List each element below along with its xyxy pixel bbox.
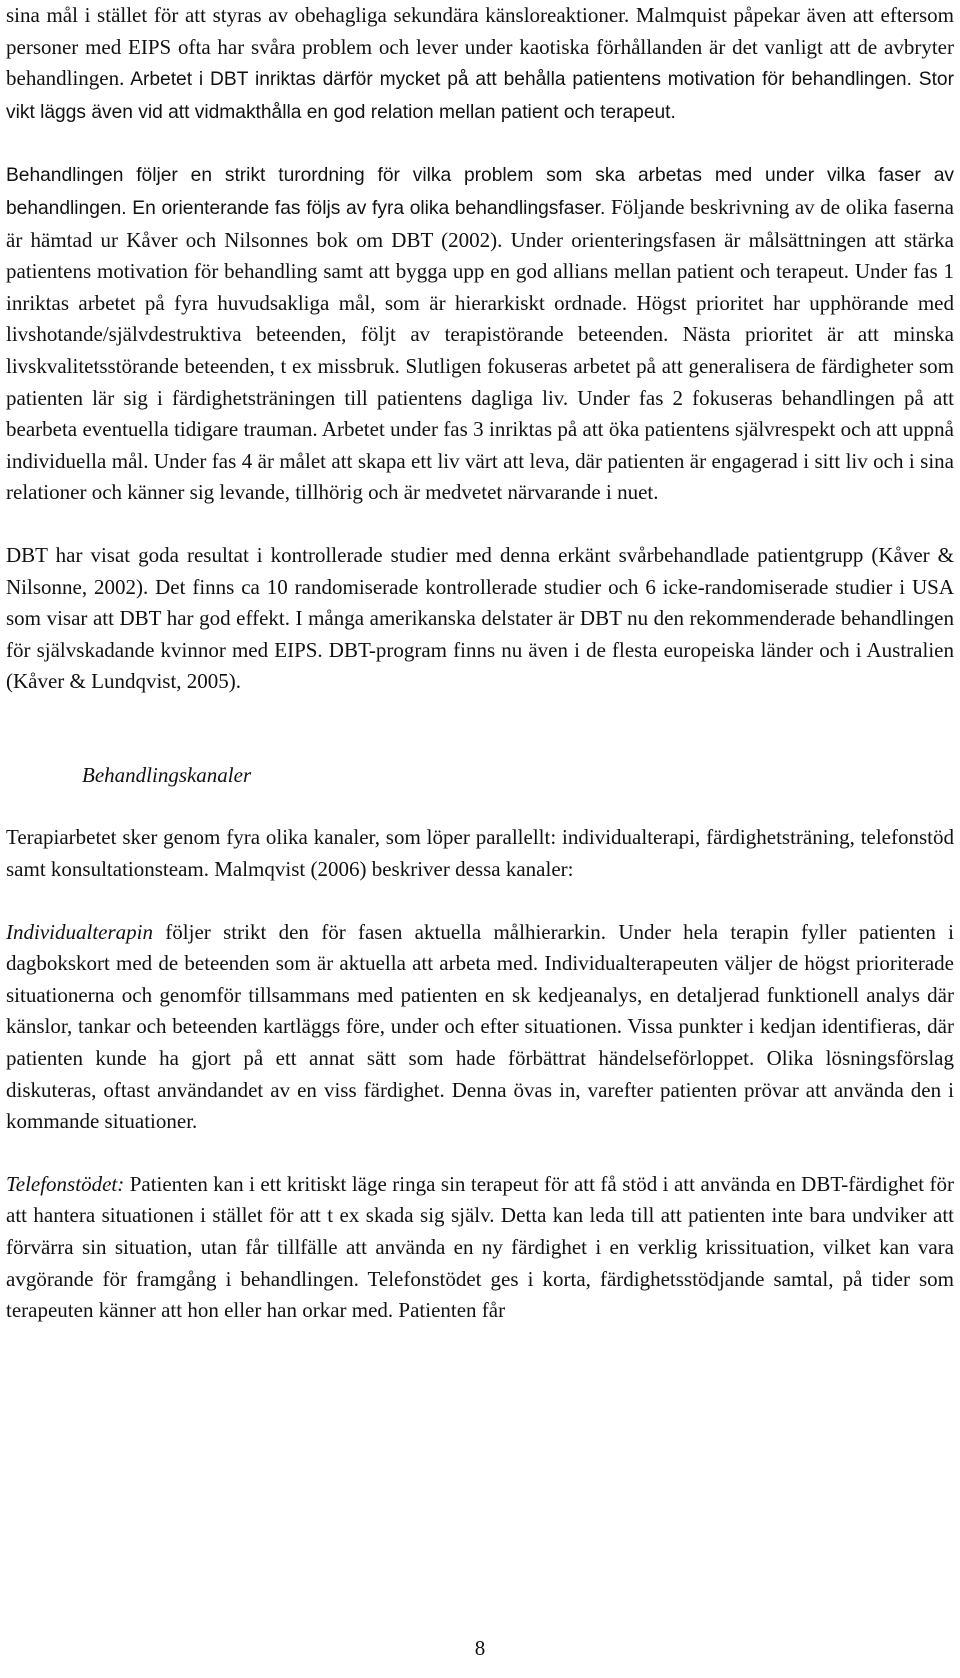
paragraph-gap	[6, 128, 954, 159]
paragraph-individual-therapy	[6, 917, 954, 1138]
paragraph-phases-text-sans: Behandlingen följer en strikt turordning för vilka problem som ska arbetas med under vilka faser av behandlingen. En orienterande fas följs av fyra olika behandlingsfaser.	[6, 165, 954, 219]
paragraph-gap	[6, 1138, 954, 1169]
page-number: 8	[474, 1636, 486, 1660]
individual-therapy-text: följer strikt den för fasen aktuella målhierarkin. Under hela terapin fyller patienten i dagbokskort med de beteenden som är aktuella att arbeta med. Individualterapeuten väljer de högst prioriterade situationerna och genomför tillsammans med patienten en sk kedjeanalys, en detaljerad funktionell analys där känslor, tankar och beteenden kartläggs före, under och efter situationen. Vissa punkter i kedjan identifieras, där patienten kunde ha gjort på ett annat sätt som hade förbättrat händelseförloppet. Olika lösningsförslag diskuteras, oftast användandet av en viss färdighet. Denna övas in, varefter patienten prövar att använda den i kommande situationer.	[6, 919, 954, 1134]
section-heading: Behandlingskanaler	[82, 762, 252, 787]
paragraph-results: DBT har visat goda resultat i kontrollerade studier med denna erkänt svårbehandlade patientgrupp (Kåver & Nilsonne, 2002). Det finns ca 10 randomiserade kontrollerade studier och 6 icke-randomiserade studier i USA som visar att DBT har god effekt. I många amerikanska delstater är DBT nu den rekommenderade behandlingen för självskadande kvinnor med EIPS. DBT-program finns nu även i de flesta europeiska länder och i Australien (Kåver & Lundqvist, 2005).	[6, 542, 954, 694]
paragraph-gap	[6, 729, 954, 760]
paragraph-motivation	[6, 0, 954, 128]
paragraph-gap	[6, 886, 954, 917]
paragraph-gap	[6, 698, 954, 729]
paragraph-phases	[6, 159, 954, 509]
individual-therapy-lead: Individualterapin	[6, 919, 153, 944]
paragraph-gap	[6, 791, 954, 822]
paragraph-motivation-text-serif: sina mål i stället för att styras av obehagliga sekundära känsloreaktioner. Malmquist påpekar även att eftersom personer med EIPS ofta har svåra problem och lever under kaotiska förhållanden är det vanligt att de avbryter behandlingen.	[6, 3, 954, 91]
paragraph-channels: Terapiarbetet sker genom fyra olika kanaler, som löper parallellt: individualterapi, färdighetsträning, telefonstöd samt konsultationsteam. Malmqvist (2006) beskriver dessa kanaler:	[6, 825, 954, 882]
phone-support-lead: Telefonstödet:	[6, 1171, 125, 1196]
paragraph-phone-support	[6, 1169, 954, 1327]
document-page	[6, 0, 954, 1327]
paragraph-motivation-text-sans: Arbetet i DBT inriktas därför mycket på att behålla patientens motivation för behandlingen. Stor vikt läggs även vid att vidmakthålla en god relation mellan patient och terapeut.	[6, 69, 954, 123]
paragraph-phases-text-serif: Följande beskrivning av de olika faserna är hämtad ur Kåver och Nilsonnes bok om DBT (2002). Under orienteringsfasen är målsättningen att stärka patientens motivation för behandling samt att bygga upp en god allians mellan patient och terapeut. Under fas 1 inriktas arbetet på fyra huvudsakliga mål, som är hierarkiskt ordnade. Högst prioritet har upphörande med livshotande/självdestruktiva beteenden, följt av terapistörande beteenden. Nästa prioritet är att minska livskvalitetsstörande beteenden, t ex missbruk. Slutligen fokuseras arbetet på att generalisera de färdigheter som patienten lär sig i färdighetsträningen till patientens dagliga liv. Under fas 2 fokuseras behandlingen på att bearbeta eventuella tidigare trauman. Arbetet under fas 3 inriktas på att öka patientens självrespekt och att uppnå individuella mål. Under fas 4 är målet att skapa ett liv värt att leva, där patienten är engagerad i sitt liv och i sina relationer och känner sig levande, tillhörig och är medvetet närvarande i nuet.	[6, 194, 954, 505]
paragraph-gap	[6, 509, 954, 540]
phone-support-text: Patienten kan i ett kritiskt läge ringa sin terapeut för att få stöd i att använda en DBT-färdighet för att hantera situationen i stället för att t ex skada sig själv. Detta kan leda till att patienten inte bara undviker att förvärra sin situation, utan får tillfälle att använda en ny färdighet i en verklig krissituation, vilket kan vara avgörande för framgång i behandlingen. Telefonstödet ges i korta, färdighetsstödjande samtal, på tider som terapeuten känner att hon eller han orkar med. Patienten får	[6, 1171, 954, 1323]
